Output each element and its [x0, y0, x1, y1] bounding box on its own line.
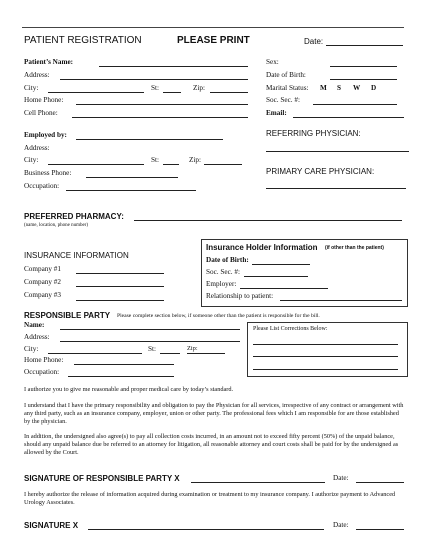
- responsible-home-phone-label: Home Phone:: [24, 356, 64, 364]
- patient-zip-label: Zip:: [193, 84, 205, 92]
- insurance-info-title: INSURANCE INFORMATION: [24, 251, 129, 260]
- marital-option-d[interactable]: D: [371, 84, 377, 92]
- sex-field[interactable]: [330, 66, 397, 67]
- employer-address-label: Address:: [24, 144, 50, 152]
- email-label: Email:: [266, 109, 287, 117]
- company-3-field[interactable]: [76, 300, 164, 301]
- patient-cell-phone-field[interactable]: [72, 117, 248, 118]
- responsible-occupation-label: Occupation:: [24, 368, 60, 376]
- holder-soc-sec-label: Soc. Sec. #:: [206, 268, 240, 276]
- patient-address-field[interactable]: [60, 79, 248, 80]
- responsible-city-label: City:: [24, 345, 39, 353]
- employer-zip-label: Zip:: [189, 156, 201, 164]
- date-label: Date:: [304, 37, 324, 46]
- responsible-occupation-field[interactable]: [68, 376, 174, 377]
- patient-address-label: Address:: [24, 71, 50, 79]
- insurance-holder-title: Insurance Holder Information: [206, 243, 318, 252]
- soc-sec-label: Soc. Sec. #:: [266, 96, 300, 104]
- responsible-address-field[interactable]: [60, 341, 240, 342]
- patient-city-label: City:: [24, 84, 39, 92]
- insurance-holder-note: (if other than the patient): [325, 245, 384, 251]
- responsible-city-field[interactable]: [48, 353, 142, 354]
- patient-cell-phone-label: Cell Phone:: [24, 109, 58, 117]
- patient-zip-field[interactable]: [210, 92, 248, 93]
- signature-responsible-date-label: Date:: [333, 474, 349, 482]
- preferred-pharmacy-field[interactable]: [134, 220, 402, 221]
- form-title: PATIENT REGISTRATION: [24, 35, 142, 46]
- business-phone-field[interactable]: [86, 177, 178, 178]
- marital-status-label: Marital Status:: [266, 84, 309, 92]
- signature-field[interactable]: [88, 529, 324, 530]
- signature-responsible-field[interactable]: [191, 482, 325, 483]
- holder-dob-field[interactable]: [252, 264, 310, 265]
- responsible-zip-field[interactable]: [187, 353, 225, 354]
- holder-dob-label: Date of Birth:: [206, 256, 249, 264]
- patient-city-field[interactable]: [48, 92, 144, 93]
- signature-responsible-date-field[interactable]: [356, 482, 404, 483]
- primary-care-physician-label: PRIMARY CARE PHYSICIAN:: [266, 167, 375, 176]
- signature-label: SIGNATURE X: [24, 521, 79, 530]
- patient-st-field[interactable]: [163, 92, 181, 93]
- business-phone-label: Business Phone:: [24, 169, 72, 177]
- employed-by-label: Employed by:: [24, 131, 67, 139]
- employer-city-field[interactable]: [48, 164, 144, 165]
- patient-name-field[interactable]: [99, 66, 248, 67]
- soc-sec-field[interactable]: [313, 104, 397, 105]
- consent-paragraph-2: I understand that I have the primary responsibility and obligation to pay the Physician for all services, irrespective of any contract or arrangement with any third party, such as an insurance company, employer, union or other party. The professional fees which I am responsible for are those established by the physician.: [24, 402, 404, 425]
- patient-st-label: St:: [151, 84, 159, 92]
- occupation-label: Occupation:: [24, 182, 60, 190]
- holder-relationship-field[interactable]: [280, 300, 402, 301]
- employed-by-field[interactable]: [76, 139, 223, 140]
- occupation-field[interactable]: [66, 190, 196, 191]
- responsible-zip-label: Zip:: [187, 345, 198, 352]
- patient-home-phone-label: Home Phone:: [24, 96, 64, 104]
- preferred-pharmacy-label: PREFERRED PHARMACY:: [24, 212, 124, 221]
- responsible-st-label: St:: [148, 345, 156, 353]
- dob-label: Date of Birth:: [266, 71, 306, 79]
- referring-physician-field[interactable]: [266, 151, 409, 152]
- print-note: PLEASE PRINT: [177, 35, 250, 46]
- sex-label: Sex:: [266, 58, 279, 66]
- responsible-home-phone-field[interactable]: [74, 364, 174, 365]
- holder-employer-label: Employer:: [206, 280, 237, 288]
- employer-city-label: City:: [24, 156, 39, 164]
- marital-option-s[interactable]: S: [337, 84, 341, 92]
- consent-paragraph-1: I authorize you to give me reasonable and proper medical care by today’s standard.: [24, 386, 234, 393]
- signature-date-field[interactable]: [356, 529, 404, 530]
- corrections-label: Please List Corrections Below:: [253, 326, 328, 332]
- release-paragraph: I hereby authorize the release of information acquired during examination or treatment to my insurance company. I authorize payment to Advanced Urology Associates.: [24, 491, 396, 506]
- pharmacy-hint: (name, location, phone number): [24, 223, 89, 228]
- responsible-address-label: Address:: [24, 333, 50, 341]
- corrections-line-1[interactable]: [253, 344, 398, 345]
- consent-paragraph-3: In addition, the undersigned also agree(s) to pay all collection costs incurred, in an amount not to exceed fifty percent (50%) of the unpaid balance, should any unpaid balance due be referred to an attorney for litigation, all reasonable attorney and court costs shall be paid for by the undersigned as allowed by the Court.: [24, 433, 399, 456]
- patient-home-phone-field[interactable]: [76, 104, 248, 105]
- company-2-label: Company #2: [24, 278, 61, 286]
- employer-st-field[interactable]: [163, 164, 179, 165]
- top-rule: [22, 27, 404, 28]
- corrections-line-2[interactable]: [253, 356, 398, 357]
- responsible-party-title: RESPONSIBLE PARTY: [24, 311, 111, 320]
- marital-option-m[interactable]: M: [320, 84, 327, 92]
- company-2-field[interactable]: [76, 286, 164, 287]
- referring-physician-label: REFERRING PHYSICIAN:: [266, 129, 361, 138]
- marital-option-w[interactable]: W: [353, 84, 361, 92]
- patient-name-label: Patient’s Name:: [24, 58, 74, 66]
- holder-relationship-label: Relationship to patient:: [206, 292, 274, 300]
- holder-employer-field[interactable]: [240, 288, 328, 289]
- signature-date-label: Date:: [333, 521, 349, 529]
- responsible-party-note: Please complete section below, if someone other than the patient is responsible for the bill.: [117, 313, 320, 319]
- date-field[interactable]: [326, 45, 403, 46]
- company-1-field[interactable]: [76, 273, 164, 274]
- primary-care-physician-field[interactable]: [266, 188, 406, 189]
- company-3-label: Company #3: [24, 291, 61, 299]
- signature-responsible-label: SIGNATURE OF RESPONSIBLE PARTY X: [24, 474, 180, 483]
- employer-st-label: St:: [151, 156, 159, 164]
- responsible-name-label: Name:: [24, 321, 45, 329]
- responsible-st-field[interactable]: [160, 353, 180, 354]
- email-field[interactable]: [293, 117, 404, 118]
- company-1-label: Company #1: [24, 265, 61, 273]
- corrections-line-3[interactable]: [253, 369, 398, 370]
- holder-soc-sec-field[interactable]: [244, 276, 308, 277]
- employer-zip-field[interactable]: [204, 164, 242, 165]
- dob-field[interactable]: [330, 79, 397, 80]
- responsible-name-field[interactable]: [60, 329, 240, 330]
